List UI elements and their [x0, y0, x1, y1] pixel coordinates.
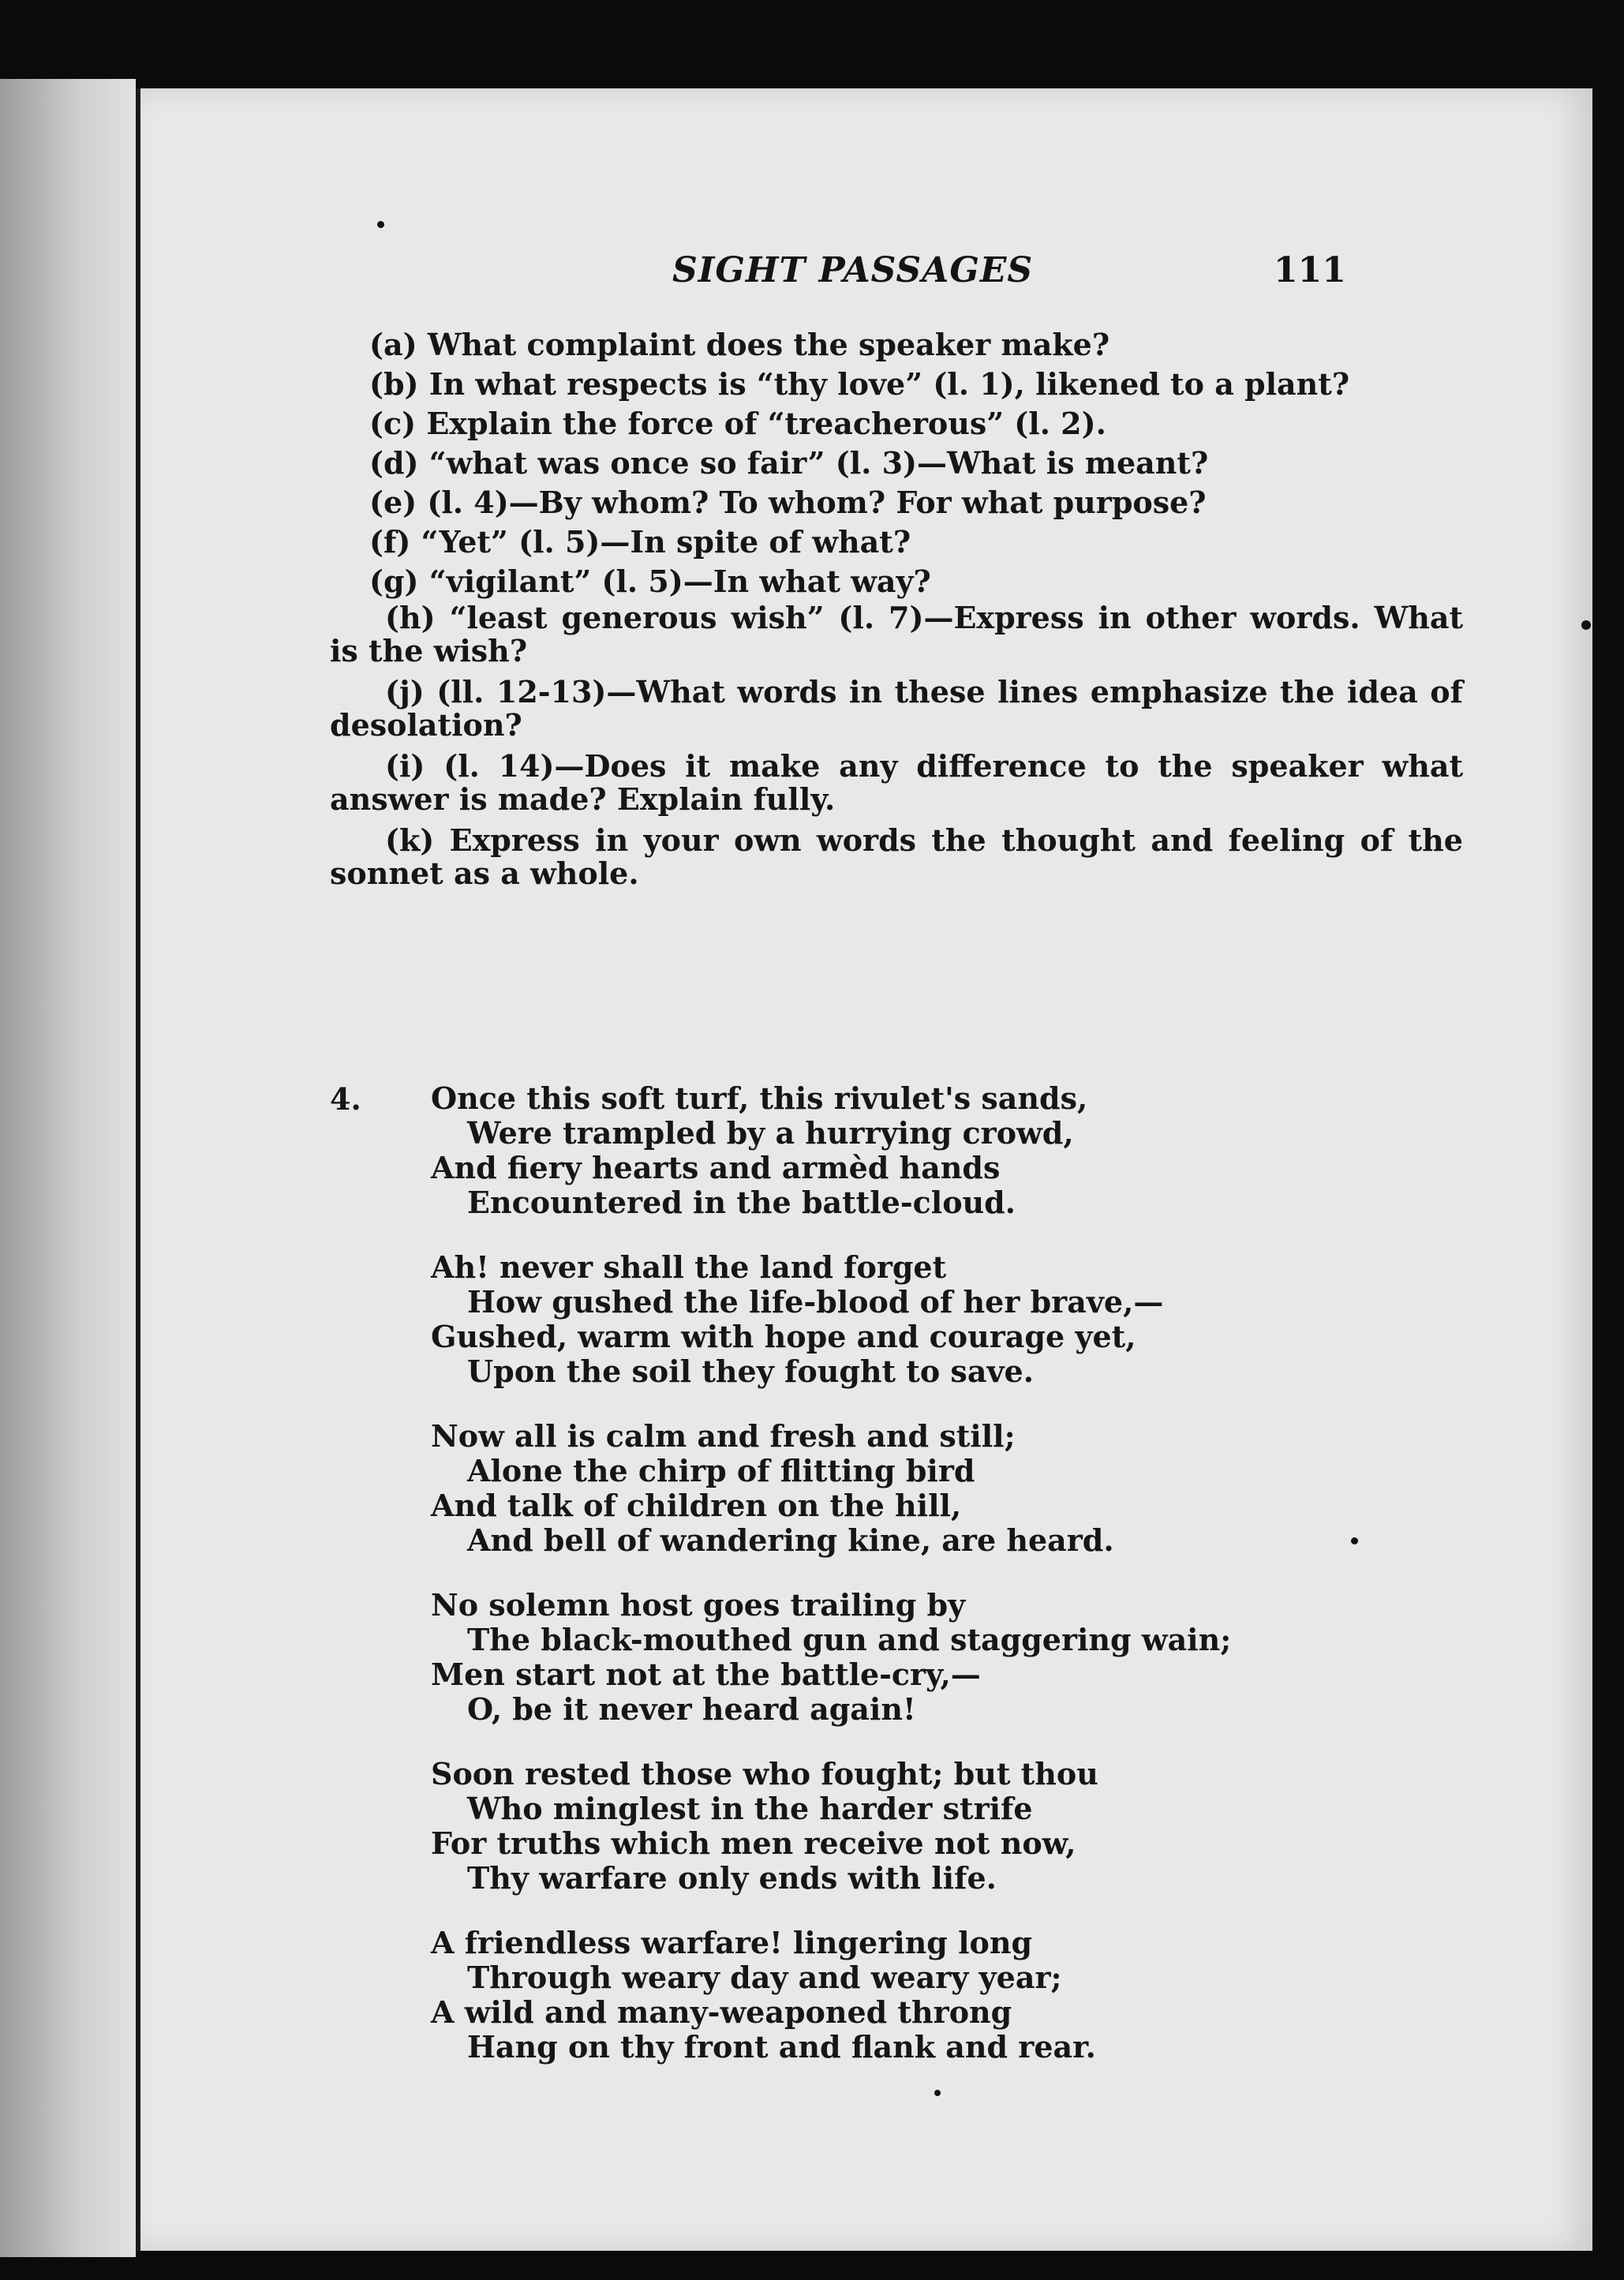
running-head	[140, 250, 1592, 305]
question-item	[330, 444, 1463, 483]
stanza	[431, 1757, 1098, 1896]
poem-line: No solemn host goes trailing by	[431, 1587, 966, 1623]
poem-line: Hang on thy front and flank and rear.	[467, 2029, 1096, 2065]
question-label: (h)	[385, 600, 436, 635]
question-item	[330, 562, 1463, 601]
question-label: (f)	[369, 524, 411, 560]
poem-line: Alone the chirp of flitting bird	[467, 1453, 975, 1488]
ink-speck	[1581, 620, 1591, 630]
poem-line: For truths which men receive not now,	[431, 1825, 1076, 1861]
question-item	[330, 483, 1463, 522]
stanza	[431, 1419, 1114, 1558]
question-text: What complaint does the speaker make?	[427, 327, 1110, 362]
poem-line: Ah! never shall the land forget	[431, 1249, 947, 1285]
question-item	[330, 404, 1463, 444]
question-text: (l. 4)—By whom? To whom? For what purpose?	[427, 485, 1207, 520]
question-item	[330, 365, 1463, 404]
stanza	[431, 1250, 1163, 1389]
question-text: “what was once so fair” (l. 3)—What is meant?	[428, 445, 1209, 481]
ink-speck	[934, 2090, 941, 2096]
poem-line: Were trampled by a hurrying crowd,	[467, 1115, 1074, 1151]
question-text: Explain the force of “treacherous” (l. 2).	[426, 406, 1106, 441]
stanza	[431, 1588, 1231, 1727]
poem-line: O, be it never heard again!	[467, 1691, 916, 1727]
poem-line: A friendless warfare! lingering long	[431, 1925, 1033, 1960]
poem-line: And fiery hearts and armèd hands	[431, 1150, 1001, 1185]
poem-line: Who minglest in the harder strife	[467, 1791, 1033, 1826]
question-label: (a)	[369, 327, 417, 362]
question-label: (i)	[385, 748, 425, 784]
question-label: (j)	[385, 674, 425, 709]
question-item	[330, 676, 1463, 742]
running-head-title: SIGHT PASSAGES	[672, 250, 1034, 290]
question-item	[330, 824, 1463, 890]
question-text: (l. 14)—Does it make any difference to the speaker what answer is made? Explain fully.	[330, 748, 1464, 817]
ink-speck	[1351, 1537, 1358, 1544]
poem-line: And bell of wandering kine, are heard.	[467, 1522, 1114, 1558]
stanza	[431, 1926, 1096, 2065]
question-text: “Yet” (l. 5)—In spite of what?	[421, 524, 911, 560]
poem-line: Through weary day and weary year;	[467, 1960, 1062, 1995]
left-page-edge	[0, 79, 136, 2257]
poem-line: Encountered in the battle-cloud.	[467, 1185, 1016, 1220]
question-label: (d)	[369, 445, 419, 481]
poem-line: Now all is calm and fresh and still;	[431, 1418, 1016, 1454]
poem-line: Thy warfare only ends with life.	[467, 1860, 997, 1896]
question-text: “least generous wish” (l. 7)—Express in other words. What is the wish?	[330, 600, 1463, 668]
question-text: Express in your own words the thought and feeling of the sonnet as a whole.	[330, 822, 1463, 891]
poem-line: Men start not at the battle-cry,—	[431, 1657, 981, 1692]
poem-line: Upon the soil they fought to save.	[467, 1353, 1034, 1389]
question-item	[330, 601, 1463, 668]
question-item	[330, 325, 1463, 365]
question-item	[330, 522, 1463, 562]
poem-line: And talk of children on the hill,	[431, 1488, 962, 1523]
question-text: (ll. 12-13)—What words in these lines emphasize the idea of desolation?	[330, 674, 1463, 743]
page-number: 111	[1274, 250, 1346, 290]
question-text: In what respects is “thy love” (l. 1), likened to a plant?	[428, 366, 1350, 402]
poem-line: A wild and many-weaponed throng	[431, 1994, 1012, 2030]
poem-line: Gushed, warm with hope and courage yet,	[431, 1319, 1136, 1354]
question-label: (g)	[369, 563, 419, 599]
poem-line: Soon rested those who fought; but thou	[431, 1756, 1098, 1791]
question-list	[330, 325, 1463, 898]
question-label: (e)	[369, 485, 417, 520]
question-item	[330, 750, 1463, 816]
poem-number: 4.	[330, 1081, 361, 1117]
question-label: (c)	[369, 406, 417, 441]
question-label: (b)	[369, 366, 419, 402]
book-page	[136, 88, 1592, 2251]
poem-line: Once this soft turf, this rivulet's sands,	[431, 1080, 1088, 1116]
question-text: “vigilant” (l. 5)—In what way?	[428, 563, 931, 599]
poem-line: The black-mouthed gun and staggering wain;	[467, 1622, 1232, 1657]
question-label: (k)	[385, 822, 435, 858]
poem-line: How gushed the life-blood of her brave,—	[467, 1284, 1164, 1320]
stanza	[431, 1081, 1087, 1220]
ink-speck	[377, 221, 384, 228]
